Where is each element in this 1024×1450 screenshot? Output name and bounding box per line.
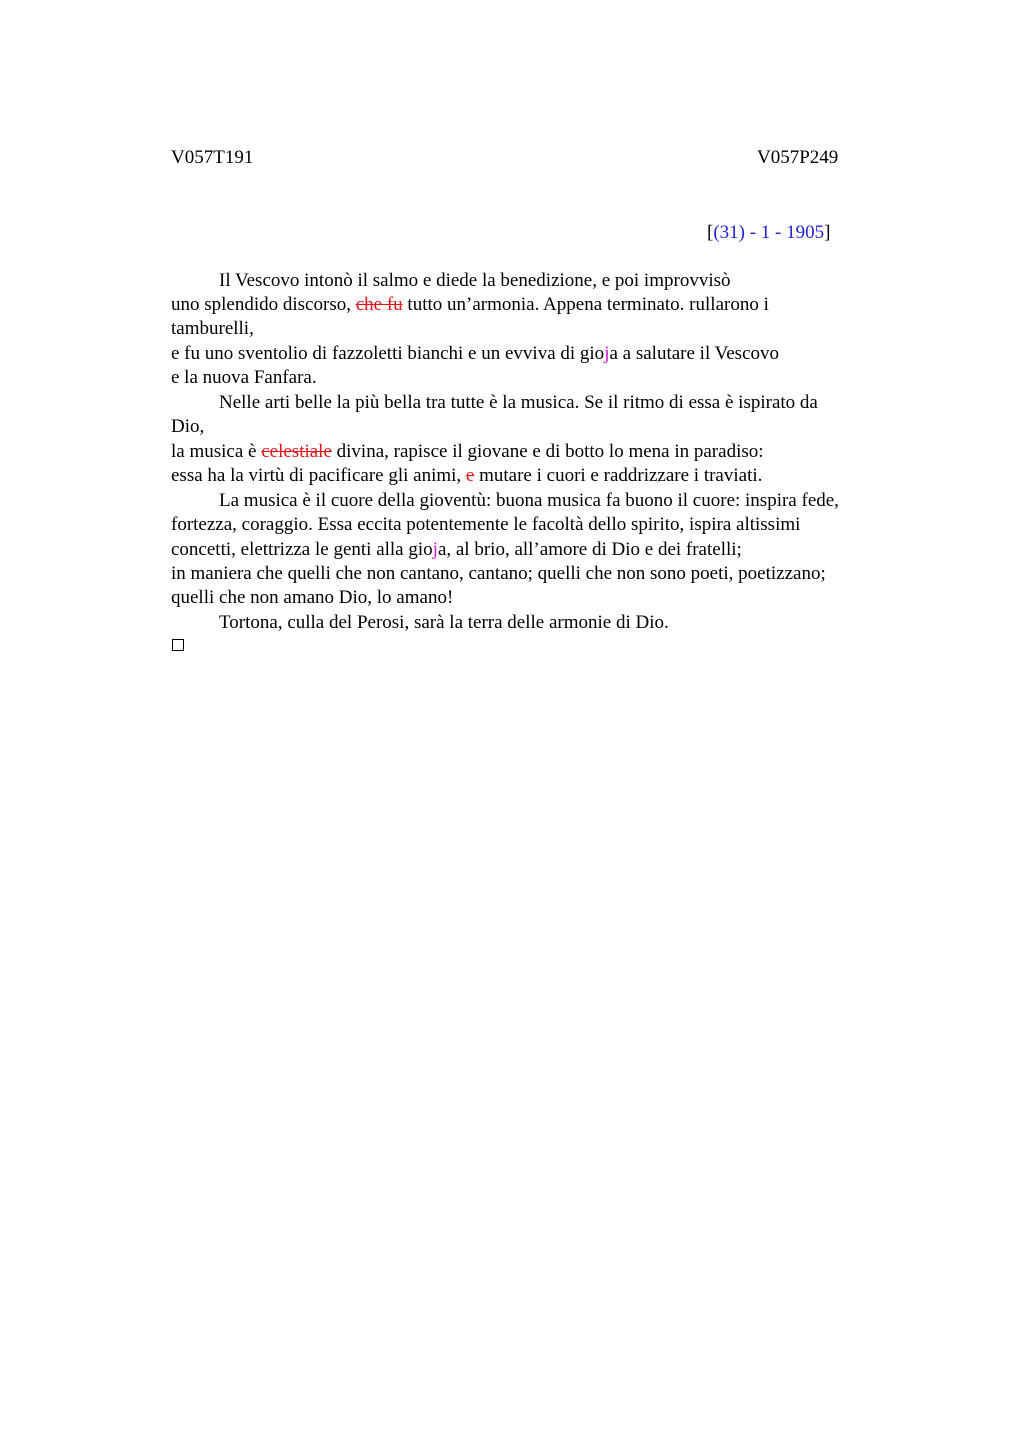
text-line-3: tamburelli, (171, 318, 254, 339)
text-line-9 (171, 464, 762, 488)
text-line-15: Tortona, culla del Perosi, sarà la terra delle armonie di Dio. (219, 612, 669, 633)
text-span: concetti, elettrizza le genti alla gio (171, 539, 433, 560)
text-span: uno splendido discorso, (171, 294, 356, 315)
text-span: essa ha la virtù di pacificare gli animi, (171, 465, 466, 486)
volume-page-code: V057P249 (757, 147, 839, 168)
text-span: divina, rapisce il giovane e di botto lo mena in paradiso: (331, 441, 764, 462)
text-line-13: in maniera che quelli che non cantano, cantano; quelli che non sono poeti, poetizzano; (171, 563, 826, 584)
text-span: a a salutare il Vescovo (609, 343, 780, 364)
text-span: mutare i cuori e raddrizzare i traviati. (474, 465, 763, 486)
deleted-text: e (465, 465, 475, 486)
text-span: e fu uno sventolio di fazzoletti bianchi e un evviva di gio (171, 343, 605, 364)
text-line-8 (171, 440, 764, 464)
text-line-12 (171, 538, 742, 562)
inserted-letter: j (432, 539, 438, 560)
text-line-11: fortezza, coraggio. Essa eccita potentemente le facoltà dello spirito, ispira altissimi (171, 514, 801, 535)
inserted-letter: j (604, 343, 610, 364)
date-bracket-close: ] (824, 222, 831, 243)
date-text: (31) - 1 - 1905 (713, 222, 825, 243)
text-line-1: Il Vescovo intonò il salmo e diede la benedizione, e poi improvvisò (219, 270, 731, 291)
text-line-10: La musica è il cuore della gioventù: buona musica fa buono il cuore: inspira fede, (219, 490, 839, 511)
text-line-2 (171, 293, 769, 317)
date-line (707, 222, 830, 244)
end-square-icon (172, 639, 184, 651)
text-span: la musica è (171, 441, 262, 462)
text-line-5: e la nuova Fanfara. (171, 367, 317, 388)
text-line-6: Nelle arti belle la più bella tra tutte è la musica. Se il ritmo di essa è ispirato da (219, 392, 818, 413)
text-line-4 (171, 342, 779, 366)
date-bracket-open: [ (707, 222, 714, 243)
deleted-text: celestiale (261, 441, 332, 462)
volume-text-code: V057T191 (171, 147, 254, 168)
text-span: a, al brio, all’amore di Dio e dei fratelli; (437, 539, 742, 560)
text-line-14: quelli che non amano Dio, lo amano! (171, 587, 454, 608)
deleted-text: che fu (355, 294, 403, 315)
text-line-7: Dio, (171, 416, 205, 437)
text-span: tutto un’armonia. Appena terminato. rullarono i (402, 294, 769, 315)
